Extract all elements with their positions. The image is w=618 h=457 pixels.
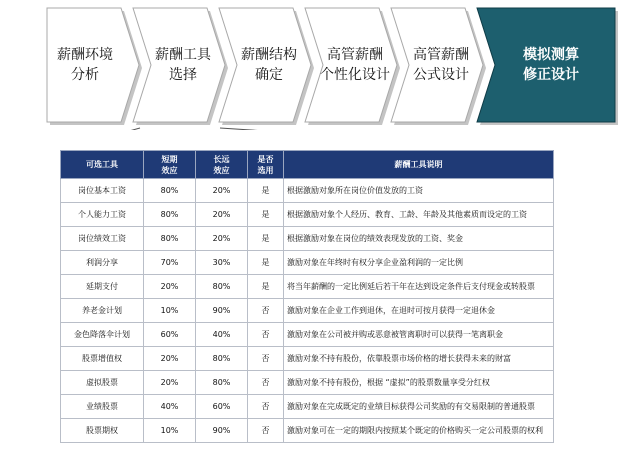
long-term-value: 80%	[196, 275, 248, 299]
tool-name: 利润分享	[61, 251, 144, 275]
short-term-value: 20%	[144, 347, 196, 371]
tool-description: 根据激励对象所在岗位价值发放的工资	[284, 179, 554, 203]
tool-description: 激励对象在企业工作到退休，在退时可按月获得一定退休金	[284, 299, 554, 323]
short-term-value: 60%	[144, 323, 196, 347]
connector-line	[60, 128, 140, 130]
step-chevron	[133, 8, 225, 122]
header-description: 薪酬工具说明	[284, 151, 554, 179]
selected-value: 是	[248, 203, 284, 227]
tool-name: 岗位基本工资	[61, 179, 144, 203]
short-term-value: 20%	[144, 275, 196, 299]
table-row	[61, 179, 554, 203]
tool-name: 岗位绩效工资	[61, 227, 144, 251]
step-chevron	[219, 8, 311, 122]
header-tool: 可选工具	[61, 151, 144, 179]
step-chevron	[477, 8, 615, 122]
table-row	[61, 323, 554, 347]
tool-name: 股票增值权	[61, 347, 144, 371]
table-row	[61, 419, 554, 443]
step-chevron	[305, 8, 397, 122]
short-term-value: 70%	[144, 251, 196, 275]
long-term-value: 60%	[196, 395, 248, 419]
long-term-value: 80%	[196, 347, 248, 371]
step-label: 模拟测算 修正设计	[523, 47, 579, 83]
salary-tools-table	[60, 150, 554, 443]
table-row	[61, 299, 554, 323]
tool-description: 激励对象在年终时有权分享企业盈利润的一定比例	[284, 251, 554, 275]
selected-value: 是	[248, 251, 284, 275]
selected-value: 否	[248, 347, 284, 371]
table-row	[61, 371, 554, 395]
long-term-value: 20%	[196, 203, 248, 227]
selected-value: 否	[248, 419, 284, 443]
step-label: 薪酬工具 选择	[155, 47, 211, 83]
table-row	[61, 203, 554, 227]
long-term-value: 20%	[196, 227, 248, 251]
selected-value: 否	[248, 395, 284, 419]
short-term-value: 20%	[144, 371, 196, 395]
long-term-value: 30%	[196, 251, 248, 275]
long-term-value: 20%	[196, 179, 248, 203]
tool-description: 激励对象不持有股份，依靠股票市场价格的增长获得未来的财富	[284, 347, 554, 371]
tool-description: 将当年薪酬的一定比例延后若干年在达到设定条件后支付现金或转股票	[284, 275, 554, 299]
table-row	[61, 275, 554, 299]
process-flow	[0, 0, 618, 130]
table-header-row	[61, 151, 554, 179]
tool-description: 激励对象不持有股份，根据 “虚拟”的股票数量享受分红权	[284, 371, 554, 395]
process-flow-shapes	[0, 0, 618, 130]
tool-description: 激励对象在公司被并购或恶意被管离职时可以获得一笔离职金	[284, 323, 554, 347]
tool-name: 股票期权	[61, 419, 144, 443]
selected-value: 否	[248, 371, 284, 395]
step-label: 薪酬结构 确定	[241, 47, 297, 83]
selected-value: 是	[248, 179, 284, 203]
selected-value: 否	[248, 323, 284, 347]
step-label: 高管薪酬 个性化设计	[320, 47, 390, 83]
tool-description: 根据激励对象个人经历、教育、工龄、年龄及其他素质而设定的工资	[284, 203, 554, 227]
tool-name: 虚拟股票	[61, 371, 144, 395]
tool-name: 个人能力工资	[61, 203, 144, 227]
selected-value: 否	[248, 299, 284, 323]
short-term-value: 10%	[144, 419, 196, 443]
long-term-value: 40%	[196, 323, 248, 347]
tool-name: 养老金计划	[61, 299, 144, 323]
table-row	[61, 395, 554, 419]
table-body	[61, 179, 554, 443]
short-term-value: 10%	[144, 299, 196, 323]
short-term-value: 40%	[144, 395, 196, 419]
header-selected: 是否 选用	[248, 151, 284, 179]
tool-description: 激励对象在完成既定的业绩目标获得公司奖励的有交易限制的普通股票	[284, 395, 554, 419]
connector-line	[220, 128, 553, 130]
long-term-value: 90%	[196, 299, 248, 323]
short-term-value: 80%	[144, 227, 196, 251]
step-chevron	[47, 8, 139, 122]
tool-description: 根据激励对象在岗位的绩效表现发放的工资、奖金	[284, 227, 554, 251]
tool-name: 延期支付	[61, 275, 144, 299]
step-chevron	[391, 8, 483, 122]
table-row	[61, 251, 554, 275]
table-row	[61, 347, 554, 371]
tool-name: 业绩股票	[61, 395, 144, 419]
step-label: 高管薪酬 公式设计	[413, 47, 469, 83]
long-term-value: 80%	[196, 371, 248, 395]
short-term-value: 80%	[144, 203, 196, 227]
selected-value: 是	[248, 275, 284, 299]
step-label: 薪酬环境 分析	[57, 47, 113, 83]
selected-value: 是	[248, 227, 284, 251]
tool-description: 激励对象可在一定的期限内按照某个既定的价格购买一定公司股票的权利	[284, 419, 554, 443]
header-short-term: 短期 效应	[144, 151, 196, 179]
short-term-value: 80%	[144, 179, 196, 203]
header-long-term: 长远 效应	[196, 151, 248, 179]
tool-name: 金色降落伞计划	[61, 323, 144, 347]
long-term-value: 90%	[196, 419, 248, 443]
table-row	[61, 227, 554, 251]
